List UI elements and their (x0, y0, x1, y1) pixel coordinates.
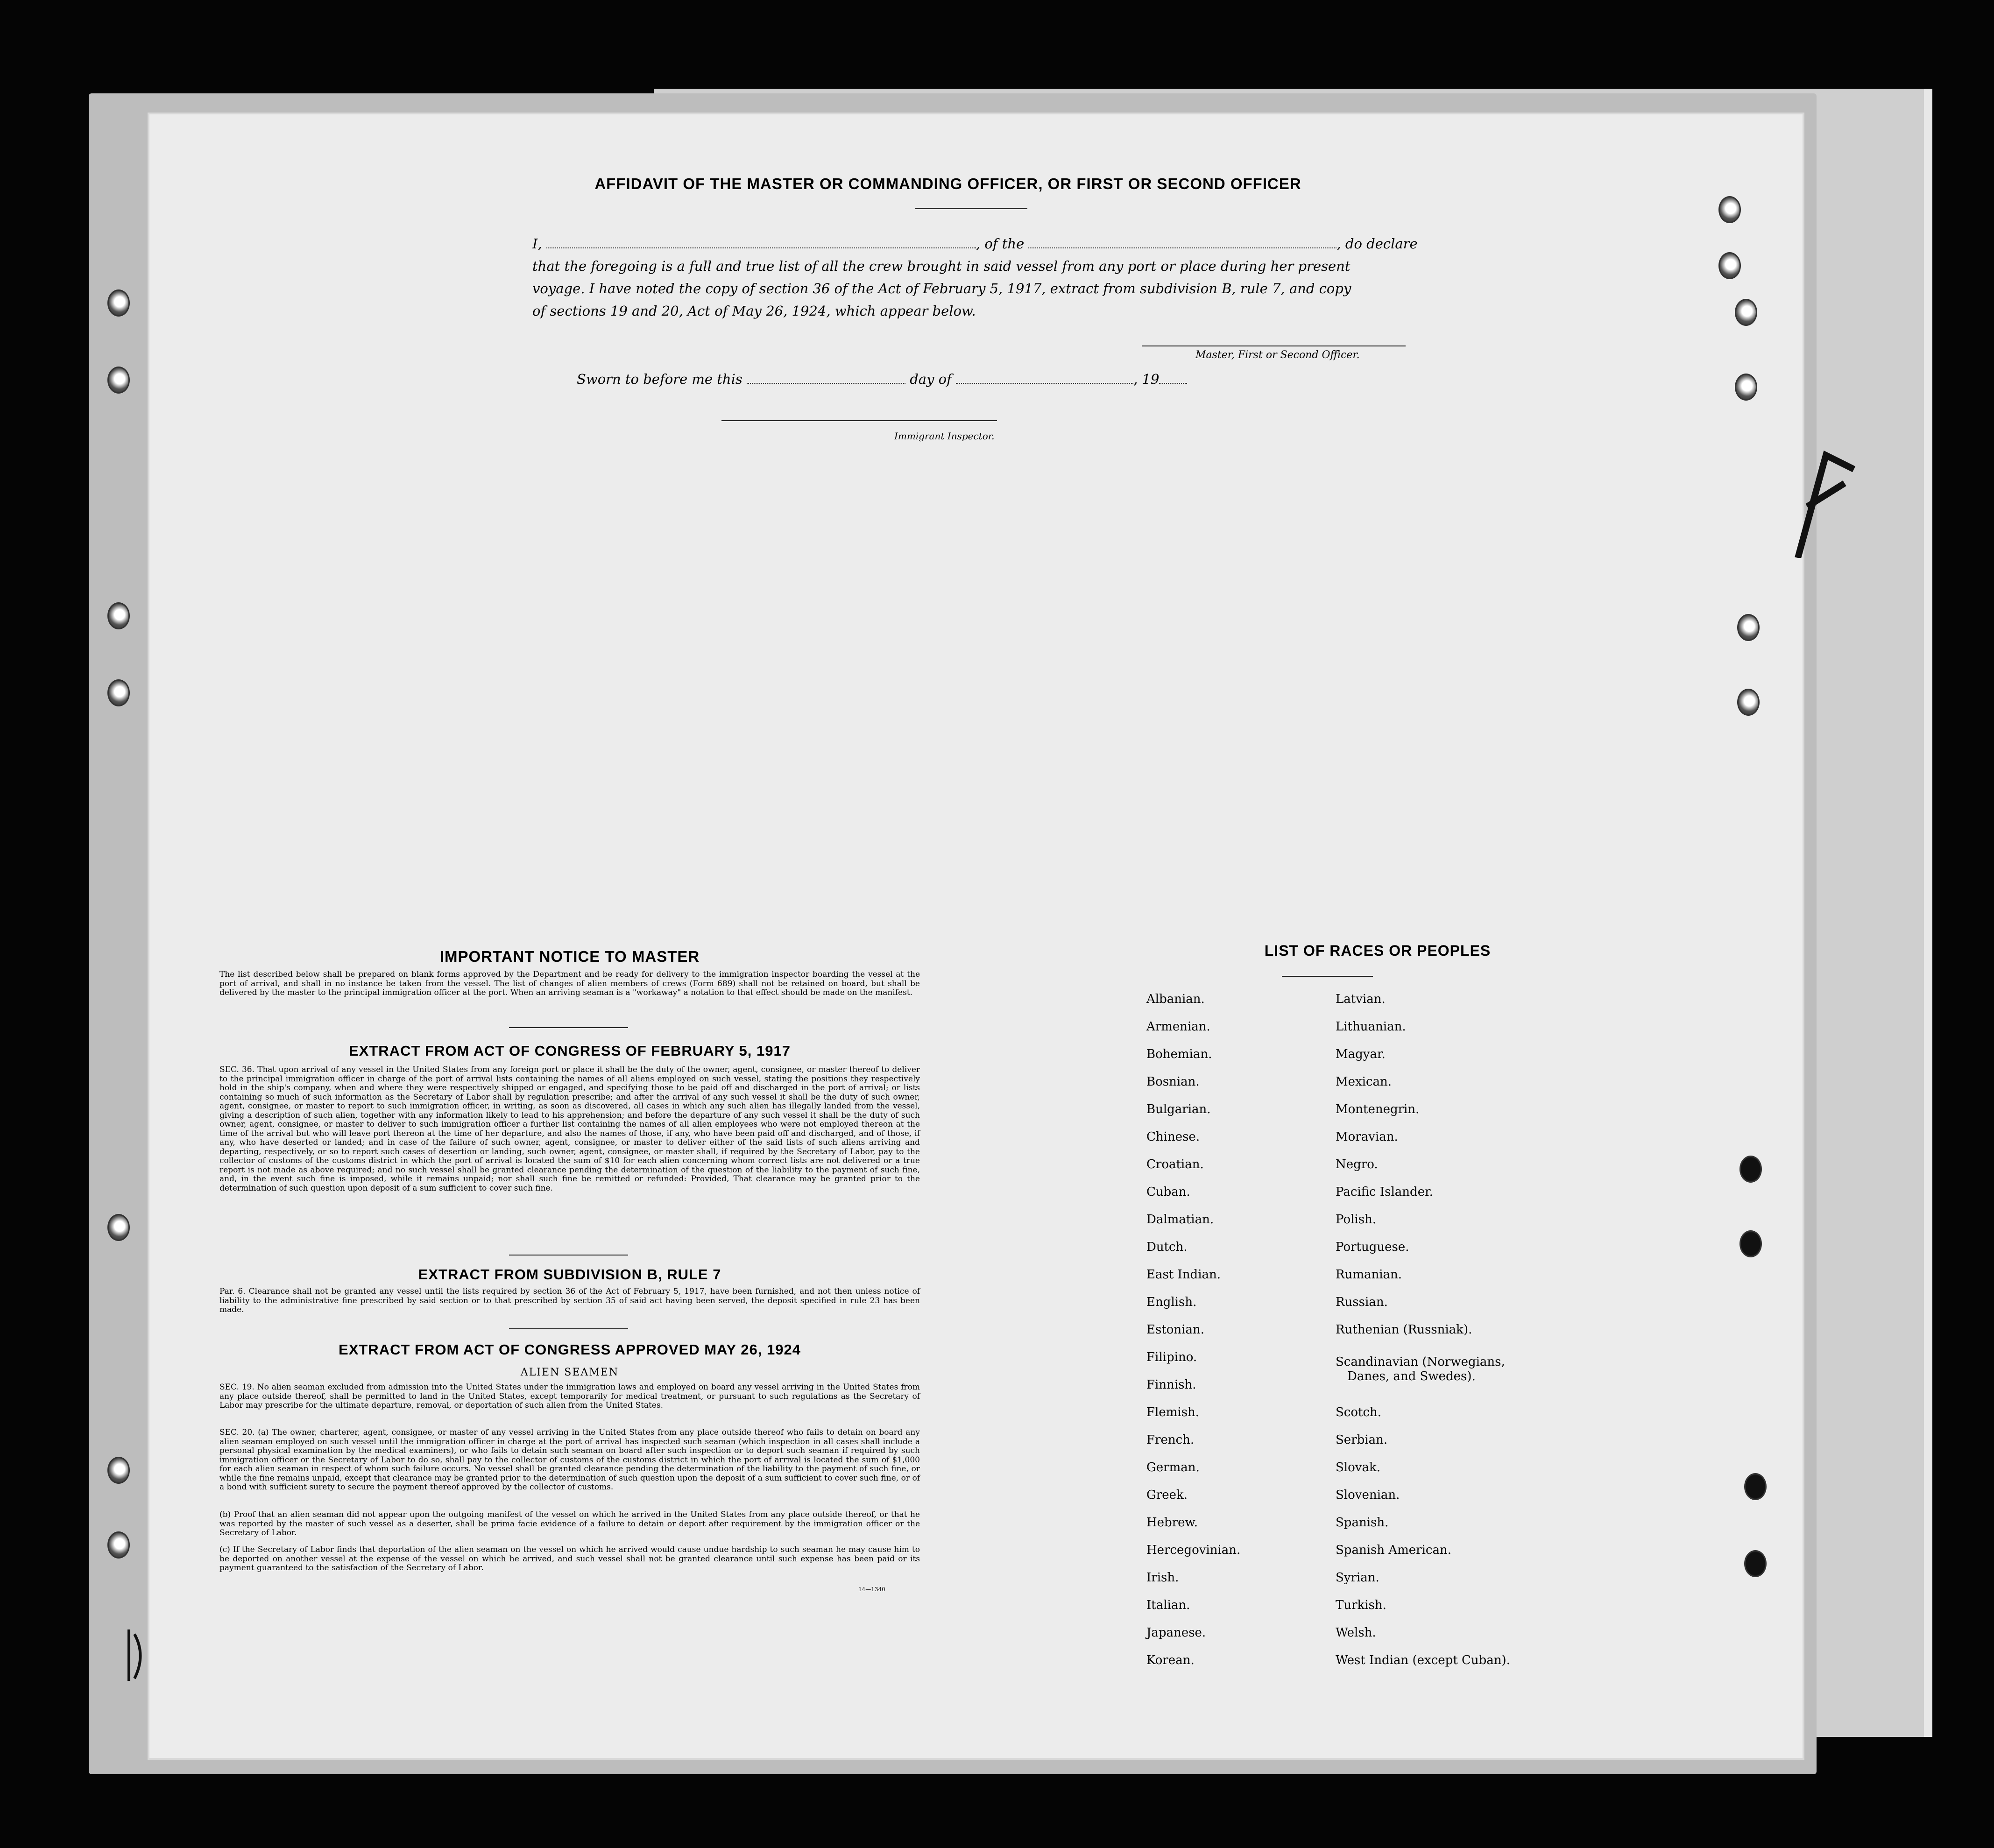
binder-hole (107, 367, 130, 394)
sec20a-body: SEC. 20. (a) The owner, charterer, agent, consignee, or master of any vessel arriving in the United States from any place outside thereof who fails to detain on board any alien seaman employed on such vessel until the immigration officer in charge at the port of arrival has inspected such seaman (which inspection in all cases shall include a personal physical examination by the medical examiners), or who fails to detain such seaman on board after such inspection or to deport such seaman if required by such immigration officer or the Secretary of Labor to do so, shall pay to the collector of customs of the customs district in which the port of arrival is located the sum of $1,000 for each alien seaman in respect of whom such failure occurs. No vessel shall be granted clearance pending the determination of the liability to the payment of such fine, or while the fine remains unpaid, except that clearance may be granted prior to the determination of such question upon the deposit of a sum sufficient to cover such fine, or of a bond with sufficient surety to secure the payment thereof approved by the collector of customs. (219, 1428, 920, 1492)
race-item: Dalmatian. (1146, 1213, 1214, 1227)
race-item: Turkish. (1336, 1598, 1386, 1612)
race-item: Bosnian. (1146, 1075, 1200, 1089)
binder-hole (107, 602, 130, 629)
race-item: Croatian. (1146, 1157, 1204, 1171)
race-item: Slovenian. (1336, 1488, 1400, 1502)
alien-seamen-heading: ALIEN SEAMEN (520, 1367, 619, 1378)
race-item: Filipino. (1146, 1350, 1197, 1364)
race-item: Spanish. (1336, 1516, 1389, 1530)
race-item: Albanian. (1146, 992, 1205, 1006)
handwritten-mark (1793, 451, 1859, 558)
declaration-line-4: of sections 19 and 20, Act of May 26, 1924, which appear below. (532, 303, 976, 319)
inspector-caption: Immigrant Inspector. (894, 430, 995, 442)
race-item: Danes, and Swedes). (1347, 1369, 1476, 1383)
race-item: Hebrew. (1146, 1516, 1198, 1530)
affidavit-title: AFFIDAVIT OF THE MASTER OR COMMANDING OFFICER, OR FIRST OR SECOND OFFICER (594, 175, 1301, 192)
declaration-line-2: that the foregoing is a full and true list of all the crew brought in said vessel from any port or place during her present (532, 258, 1351, 274)
race-item: Moravian. (1336, 1130, 1398, 1144)
form-number: 14—1340 (858, 1586, 885, 1593)
race-item: Finnish. (1146, 1378, 1196, 1392)
binder-hole (1739, 1230, 1762, 1257)
race-item: Portuguese. (1336, 1240, 1409, 1254)
race-item: Armenian. (1146, 1020, 1210, 1034)
races-title-rule (1282, 976, 1373, 977)
binder-hole (1735, 374, 1757, 401)
sworn-text: , 19 (1133, 371, 1160, 387)
race-item: German. (1146, 1460, 1200, 1474)
sec19-body: SEC. 19. No alien seaman excluded from admission into the United States under the immigration laws and employed on board any vessel arriving in the United States from any place outside thereof, shall be permitted to land in the United States, except temporarily for medical treatment, or pursuant to such regulations as the Secretary of Labor may prescribe for the ultimate departure, removal, or deportation of such alien from the United States. (219, 1382, 920, 1410)
signer-caption: Master, First or Second Officer. (1195, 349, 1360, 361)
binder-hole (1737, 689, 1760, 716)
race-item: Chinese. (1146, 1130, 1200, 1144)
binder-hole (107, 1531, 130, 1559)
year-blank[interactable] (1159, 373, 1187, 384)
race-item: Montenegrin. (1336, 1102, 1420, 1116)
race-item: Russian. (1336, 1295, 1388, 1309)
binder-hole (1739, 1156, 1762, 1183)
race-item: Greek. (1146, 1488, 1188, 1502)
race-item: Estonian. (1146, 1323, 1204, 1337)
binder-hole (107, 289, 130, 317)
notice-body: The list described below shall be prepared on blank forms approved by the Department and be ready for delivery to the immigration inspector boarding the vessel at the port of arrival, and shall in no instance be taken from the vessel. The list of changes of alien members of crews (Form 689) shall not be retained on board, but shall be delivered by the master to the principal immigration officer at the port. When an arriving seaman is a "workaway" a notation to that effect should be made on the manifest. (219, 970, 920, 997)
races-title: LIST OF RACES OR PEOPLES (1264, 942, 1491, 959)
race-item: West Indian (except Cuban). (1336, 1653, 1510, 1667)
race-item: Lithuanian. (1336, 1020, 1406, 1034)
race-item: Scotch. (1336, 1405, 1382, 1419)
vessel-blank[interactable] (1028, 237, 1336, 248)
race-item: Cuban. (1146, 1185, 1190, 1199)
race-item: Dutch. (1146, 1240, 1188, 1254)
race-item: East Indian. (1146, 1268, 1221, 1282)
rule7-body: Par. 6. Clearance shall not be granted any vessel until the lists required by section 36 of the Act of February 5, 1917, have been furnished, and not then unless notice of liability to the administrative fine prescribed by said section or to that prescribed by section 35 of said act having been served, the deposit specified in rule 23 has been made. (219, 1287, 920, 1314)
section-rule (509, 1027, 628, 1028)
binder-hole (1744, 1550, 1767, 1577)
rule7-title: EXTRACT FROM SUBDIVISION B, RULE 7 (418, 1266, 721, 1283)
sec20c-body: (c) If the Secretary of Labor finds that deportation of the alien seaman on the vessel on which he arrived would cause undue hardship to such seaman he may cause him to be deported on another vessel at the expense of the vessel on which he arrived, and such vessel shall not be granted clearance until such expense has been paid or its payment guaranteed to the satisfaction of the Secretary of Labor. (219, 1545, 920, 1573)
binder-hole (1718, 252, 1741, 279)
extract-1917-body: SEC. 36. That upon arrival of any vessel in the United States from any foreign port or place it shall be the duty of the owner, agent, consignee, or master thereof to deliver to the principal immigration officer in charge of the port of arrival lists containing the names of all aliens employed on such vessel, stating the positions they respectively hold in the ship's company, when and where they were respectively shipped or engaged, and specifying those to be paid off and discharged in the port of arrival; or lists containing so much of such information as the Secretary of Labor shall by regulation prescribe; and after the arrival of any such vessel it shall be the duty of such owner, agent, consignee, or master to report to such immigration officer, in writing, as soon as discovered, all cases in which any such alien has illegally landed from the vessel, giving a description of such alien, together with any information likely to lead to his apprehension; and before the departure of any such vessel it shall be the duty of such owner, agent, consignee, or master to deliver to such immigration officer a further list containing the names of all alien employees who were not employed thereon at the time of the arrival but who will leave port thereon at the time of her departure, and also the names of those, if any, who have been paid off and discharged, and of those, if any, who have deserted or landed; and in case of the failure of such owner, agent, consignee, or master to deliver either of the said lists of such aliens arriving and departing, respectively, or so to report such cases of desertion or landing, such owner, agent, consignee, or master shall, if required by the Secretary of Labor, pay to the collector of customs of the customs district in which the port of arrival is located the sum of $10 for each alien concerning whom correct lists are not delivered or a true report is not made as above required; and no such vessel shall be granted clearance pending the determination of the question of the liability to the payment of such fine, and, in the event such fine is imposed, while it remains unpaid; nor shall such fine be remitted or refunded: Provided, That clearance may be granted prior to the determination of such question upon deposit of a sum sufficient to cover such fine. (219, 1065, 920, 1193)
binder-hole (1718, 196, 1741, 223)
race-item: Polish. (1336, 1213, 1377, 1227)
sworn-text: Sworn to before me this (577, 371, 742, 387)
inspector-signature-line[interactable] (721, 420, 997, 421)
race-item: Slovak. (1336, 1460, 1380, 1474)
sworn-line (577, 371, 1187, 387)
race-item: Welsh. (1336, 1626, 1376, 1640)
binder-hole (107, 1457, 130, 1484)
month-blank[interactable] (956, 373, 1133, 384)
extract-1917-title: EXTRACT FROM ACT OF CONGRESS OF FEBRUARY 5, 1917 (349, 1043, 791, 1059)
race-item: Irish. (1146, 1571, 1179, 1585)
binder-hole (1744, 1473, 1767, 1500)
race-item: Japanese. (1146, 1626, 1206, 1640)
extract-1924-title: EXTRACT FROM ACT OF CONGRESS APPROVED MAY 26, 1924 (339, 1341, 801, 1358)
declaration-line-3: voyage. I have noted the copy of section 36 of the Act of February 5, 1917, extract from subdivision B, rule 7, and copy (532, 281, 1351, 296)
race-item: Rumanian. (1336, 1268, 1402, 1282)
race-item: English. (1146, 1295, 1197, 1309)
binder-hole (107, 1214, 130, 1241)
race-item: Hercegovinian. (1146, 1543, 1241, 1557)
race-item: Spanish American. (1336, 1543, 1452, 1557)
day-blank[interactable] (747, 373, 905, 384)
race-item: Scandinavian (Norwegians, (1336, 1355, 1505, 1369)
sworn-text: day of (910, 371, 952, 387)
notice-title: IMPORTANT NOTICE TO MASTER (439, 948, 700, 965)
declaration-line-1 (532, 236, 1418, 252)
race-item: Syrian. (1336, 1571, 1379, 1585)
race-item: Bulgarian. (1146, 1102, 1211, 1116)
sec20b-body: (b) Proof that an alien seaman did not appear upon the outgoing manifest of the vessel on which he arrived in the United States from any place outside thereof, or that he was reported by the master of such vessel as a deserter, shall be prima facie evidence of a failure to detain or deport after requirement by the immigration officer or the Secretary of Labor. (219, 1510, 920, 1538)
race-item: Negro. (1336, 1157, 1378, 1171)
race-item: Ruthenian (Russniak). (1336, 1323, 1472, 1337)
race-item: Italian. (1146, 1598, 1190, 1612)
section-rule (509, 1255, 628, 1256)
section-rule (509, 1328, 628, 1329)
handwritten-mark (125, 1625, 148, 1686)
binder-hole (1737, 614, 1760, 641)
binder-hole (1735, 299, 1757, 326)
declaration-text: I, (532, 236, 542, 252)
race-item: Magyar. (1336, 1047, 1386, 1061)
race-item: Flemish. (1146, 1405, 1200, 1419)
race-item: French. (1146, 1433, 1195, 1447)
name-blank[interactable] (546, 237, 976, 248)
race-item: Bohemian. (1146, 1047, 1212, 1061)
race-item: Latvian. (1336, 992, 1386, 1006)
race-item: Pacific Islander. (1336, 1185, 1433, 1199)
race-item: Korean. (1146, 1653, 1195, 1667)
declaration-text: , do declare (1336, 236, 1418, 252)
race-item: Serbian. (1336, 1433, 1388, 1447)
binder-hole (107, 679, 130, 706)
declaration-text: , of the (976, 236, 1025, 252)
race-item: Mexican. (1336, 1075, 1392, 1089)
title-rule (915, 208, 1027, 209)
